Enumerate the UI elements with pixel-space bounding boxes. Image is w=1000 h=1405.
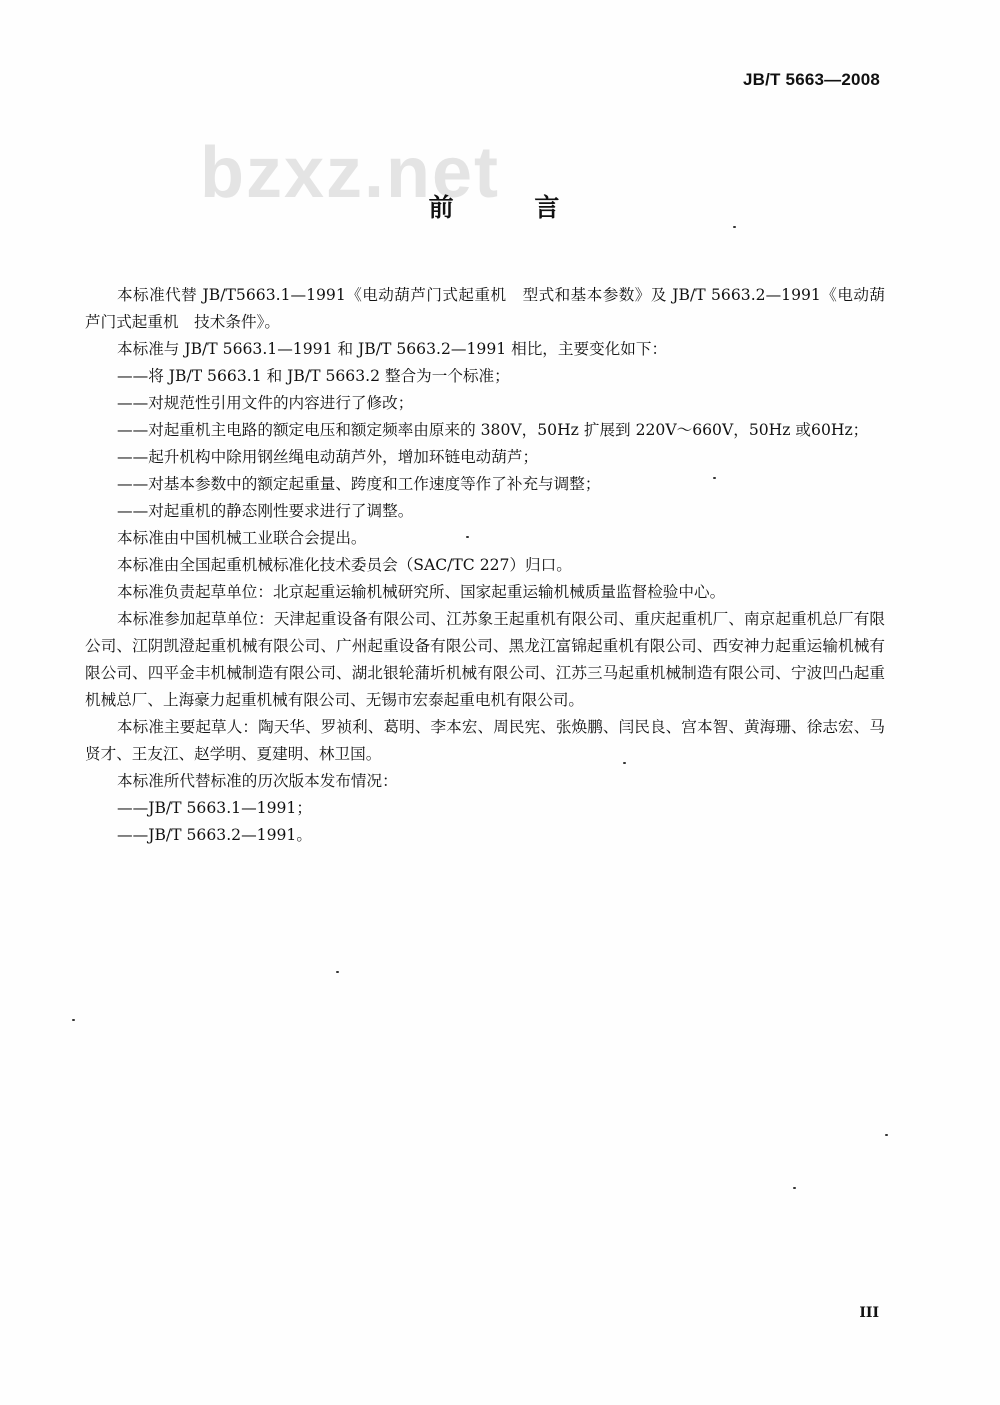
- scan-speck: [733, 226, 736, 228]
- paragraph-lead-drafter: 本标准负责起草单位：北京起重运输机械研究所、国家起重运输机械质量监督检验中心。: [117, 583, 726, 601]
- foreword-body: [85, 282, 885, 849]
- change-item: —— 对起重机主电路的额定电压和额定频率由原来的 380V，50Hz 扩展到 220V～660V，50Hz 或60Hz；: [85, 417, 885, 444]
- scan-speck: [336, 971, 339, 973]
- paragraph-main-drafters: 本标准主要起草人：陶天华、罗祯利、葛明、李本宏、周民宪、张焕鹏、闫民良、宫本智、黄海珊、徐志宏、马贤才、王友江、赵学明、夏建明、林卫国。: [85, 718, 885, 763]
- change-item: —— 起升机构中除用钢丝绳电动葫芦外，增加环链电动葫芦；: [85, 444, 885, 471]
- paragraph-replaces: 本标准代替 JB/T5663.1—1991《电动葫芦门式起重机 型式和基本参数》及 JB/T 5663.2—1991《电动葫芦门式起重机 技术条件》。: [85, 286, 885, 331]
- paragraph-participating-drafters: 本标准参加起草单位：天津起重设备有限公司、江苏象王起重机有限公司、重庆起重机厂、南京起重机总厂有限公司、江阴凯澄起重机械有限公司、广州起重设备有限公司、黑龙江富锦起重机有限公司、西安神力起重运输机械有限公司、四平金丰机械制造有限公司、湖北银轮蒲圻机械有限公司、江苏三马起重机械制造有限公司、宁波凹凸起重机械总厂、上海豪力起重机械有限公司、无锡市宏泰起重电机有限公司。: [85, 610, 885, 709]
- paragraph-proposer: 本标准由中国机械工业联合会提出。: [117, 529, 367, 547]
- paragraph-changes-intro: 本标准与 JB/T 5663.1—1991 和 JB/T 5663.2—1991 相比，主要变化如下：: [117, 340, 668, 358]
- scan-speck: [72, 1019, 75, 1021]
- history-item: —— JB/T 5663.2—1991。: [85, 822, 885, 849]
- change-item: —— 对起重机的静态刚性要求进行了调整。: [85, 498, 885, 525]
- scan-speck: [466, 536, 469, 538]
- scan-speck: [623, 762, 626, 764]
- change-item: —— 将 JB/T 5663.1 和 JB/T 5663.2 整合为一个标准；: [85, 363, 885, 390]
- page-title: 前 言: [428, 193, 596, 222]
- watermark: bzxz.net: [200, 133, 501, 213]
- change-item: —— 对规范性引用文件的内容进行了修改；: [85, 390, 885, 417]
- scan-speck: [885, 1134, 888, 1136]
- standard-code: JB/T 5663—2008: [743, 70, 880, 89]
- history-item: —— JB/T 5663.1—1991；: [85, 795, 885, 822]
- change-item: —— 对基本参数中的额定起重量、跨度和工作速度等作了补充与调整；: [85, 471, 885, 498]
- scan-speck: [713, 477, 716, 479]
- scan-speck: [793, 1187, 796, 1189]
- paragraph-history-intro: 本标准所代替标准的历次版本发布情况：: [117, 772, 398, 790]
- paragraph-committee: 本标准由全国起重机械标准化技术委员会（SAC/TC 227）归口。: [117, 556, 572, 574]
- page-number: III: [859, 1305, 879, 1321]
